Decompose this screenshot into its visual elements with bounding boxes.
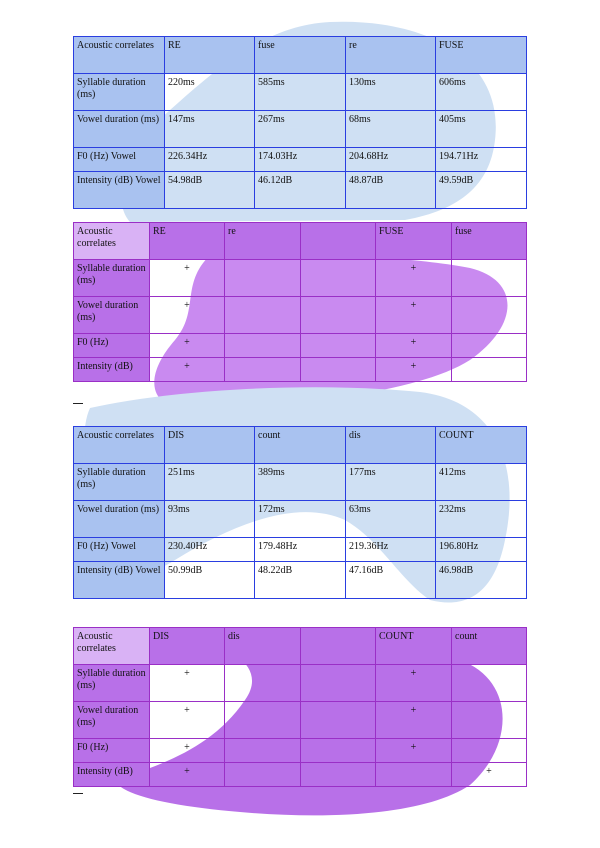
value-cell <box>301 665 376 702</box>
table-row <box>74 763 527 787</box>
row-label-cell: F0 (Hz) <box>74 739 150 763</box>
value-cell: + <box>150 334 225 358</box>
value-cell: + <box>376 297 452 334</box>
column-header-cell: fuse <box>452 223 527 260</box>
value-cell: 412ms <box>436 464 527 501</box>
column-header-cell: RE <box>150 223 225 260</box>
value-cell <box>452 702 527 739</box>
value-cell: 47.16dB <box>346 562 436 599</box>
value-cell <box>452 665 527 702</box>
table-row <box>74 111 527 148</box>
row-label-cell: F0 (Hz) <box>74 334 150 358</box>
value-cell <box>225 702 301 739</box>
value-cell: 267ms <box>255 111 346 148</box>
value-cell: 130ms <box>346 74 436 111</box>
value-cell: 194.71Hz <box>436 148 527 172</box>
table-header-row <box>74 37 527 74</box>
column-header-cell: dis <box>346 427 436 464</box>
value-cell: + <box>150 702 225 739</box>
value-cell: 49.59dB <box>436 172 527 209</box>
column-header-cell: fuse <box>255 37 346 74</box>
row-label-cell: Intensity (dB) <box>74 358 150 382</box>
row-label-cell: Vowel duration (ms) <box>74 702 150 739</box>
value-cell <box>225 763 301 787</box>
value-cell: + <box>376 260 452 297</box>
value-cell <box>301 702 376 739</box>
value-cell <box>225 334 301 358</box>
value-cell <box>452 358 527 382</box>
value-cell: 179.48Hz <box>255 538 346 562</box>
value-cell: 68ms <box>346 111 436 148</box>
value-cell: + <box>150 297 225 334</box>
column-header-cell <box>301 223 376 260</box>
table-row <box>74 501 527 538</box>
column-header-cell: COUNT <box>436 427 527 464</box>
row-label-cell: Intensity (dB) Vowel <box>74 172 165 209</box>
header-label-cell: Acoustic correlates <box>74 223 150 260</box>
column-header-cell: DIS <box>150 628 225 665</box>
value-cell <box>225 358 301 382</box>
row-label-cell: F0 (Hz) Vowel <box>74 148 165 172</box>
column-header-cell: dis <box>225 628 301 665</box>
table-row <box>74 297 527 334</box>
column-header-cell: count <box>255 427 346 464</box>
value-cell <box>301 260 376 297</box>
acoustic-features-table-count <box>73 627 527 787</box>
value-cell: 606ms <box>436 74 527 111</box>
row-label-cell: Intensity (dB) Vowel <box>74 562 165 599</box>
table-row <box>74 148 527 172</box>
value-cell <box>452 297 527 334</box>
value-cell: 46.12dB <box>255 172 346 209</box>
value-cell: + <box>376 739 452 763</box>
value-cell: 251ms <box>165 464 255 501</box>
row-label-cell: Vowel duration (ms) <box>74 297 150 334</box>
value-cell <box>225 297 301 334</box>
value-cell: + <box>376 702 452 739</box>
row-label-cell: Vowel duration (ms) <box>74 111 165 148</box>
table-row <box>74 538 527 562</box>
row-label-cell: Syllable duration (ms) <box>74 74 165 111</box>
value-cell <box>452 334 527 358</box>
table-row <box>74 334 527 358</box>
acoustic-table-fuse <box>73 36 527 209</box>
value-cell <box>225 739 301 763</box>
rule-2 <box>73 793 83 794</box>
value-cell: 50.99dB <box>165 562 255 599</box>
table-row <box>74 172 527 209</box>
column-header-cell <box>301 628 376 665</box>
table-header-row <box>74 628 527 665</box>
value-cell: 204.68Hz <box>346 148 436 172</box>
table-row <box>74 665 527 702</box>
value-cell <box>376 763 452 787</box>
table-header-row <box>74 223 527 260</box>
value-cell: + <box>376 665 452 702</box>
rule-1 <box>73 403 83 404</box>
value-cell <box>301 297 376 334</box>
value-cell: 48.22dB <box>255 562 346 599</box>
value-cell: 54.98dB <box>165 172 255 209</box>
column-header-cell: FUSE <box>376 223 452 260</box>
value-cell <box>452 260 527 297</box>
table-row <box>74 464 527 501</box>
value-cell <box>225 665 301 702</box>
value-cell: + <box>376 334 452 358</box>
value-cell: 230.40Hz <box>165 538 255 562</box>
value-cell: 585ms <box>255 74 346 111</box>
value-cell: 219.36Hz <box>346 538 436 562</box>
header-label-cell: Acoustic correlates <box>74 37 165 74</box>
value-cell: 93ms <box>165 501 255 538</box>
table-row <box>74 260 527 297</box>
row-label-cell: Intensity (dB) <box>74 763 150 787</box>
value-cell: 389ms <box>255 464 346 501</box>
value-cell <box>301 763 376 787</box>
row-label-cell: Syllable duration (ms) <box>74 665 150 702</box>
row-label-cell: Syllable duration (ms) <box>74 260 150 297</box>
value-cell: 177ms <box>346 464 436 501</box>
column-header-cell: RE <box>165 37 255 74</box>
header-label-cell: Acoustic correlates <box>74 427 165 464</box>
row-label-cell: Syllable duration (ms) <box>74 464 165 501</box>
value-cell: 174.03Hz <box>255 148 346 172</box>
value-cell: + <box>150 358 225 382</box>
value-cell <box>452 739 527 763</box>
value-cell: 232ms <box>436 501 527 538</box>
value-cell: 196.80Hz <box>436 538 527 562</box>
value-cell: + <box>150 763 225 787</box>
table-row <box>74 74 527 111</box>
value-cell: + <box>452 763 527 787</box>
table-header-row <box>74 427 527 464</box>
value-cell: + <box>150 739 225 763</box>
table-row <box>74 562 527 599</box>
value-cell <box>301 334 376 358</box>
value-cell: 226.34Hz <box>165 148 255 172</box>
table-row <box>74 739 527 763</box>
value-cell <box>301 739 376 763</box>
value-cell: + <box>150 260 225 297</box>
table-row <box>74 358 527 382</box>
acoustic-features-table-fuse <box>73 222 527 382</box>
column-header-cell: COUNT <box>376 628 452 665</box>
value-cell: 46.98dB <box>436 562 527 599</box>
value-cell: 147ms <box>165 111 255 148</box>
column-header-cell: count <box>452 628 527 665</box>
value-cell: 48.87dB <box>346 172 436 209</box>
value-cell: 63ms <box>346 501 436 538</box>
row-label-cell: Vowel duration (ms) <box>74 501 165 538</box>
value-cell <box>225 260 301 297</box>
value-cell: 405ms <box>436 111 527 148</box>
value-cell <box>301 358 376 382</box>
column-header-cell: re <box>225 223 301 260</box>
value-cell: + <box>376 358 452 382</box>
column-header-cell: DIS <box>165 427 255 464</box>
column-header-cell: FUSE <box>436 37 527 74</box>
table-row <box>74 702 527 739</box>
value-cell: 172ms <box>255 501 346 538</box>
header-label-cell: Acoustic correlates <box>74 628 150 665</box>
column-header-cell: re <box>346 37 436 74</box>
value-cell: + <box>150 665 225 702</box>
value-cell: 220ms <box>165 74 255 111</box>
row-label-cell: F0 (Hz) Vowel <box>74 538 165 562</box>
acoustic-table-count <box>73 426 527 599</box>
